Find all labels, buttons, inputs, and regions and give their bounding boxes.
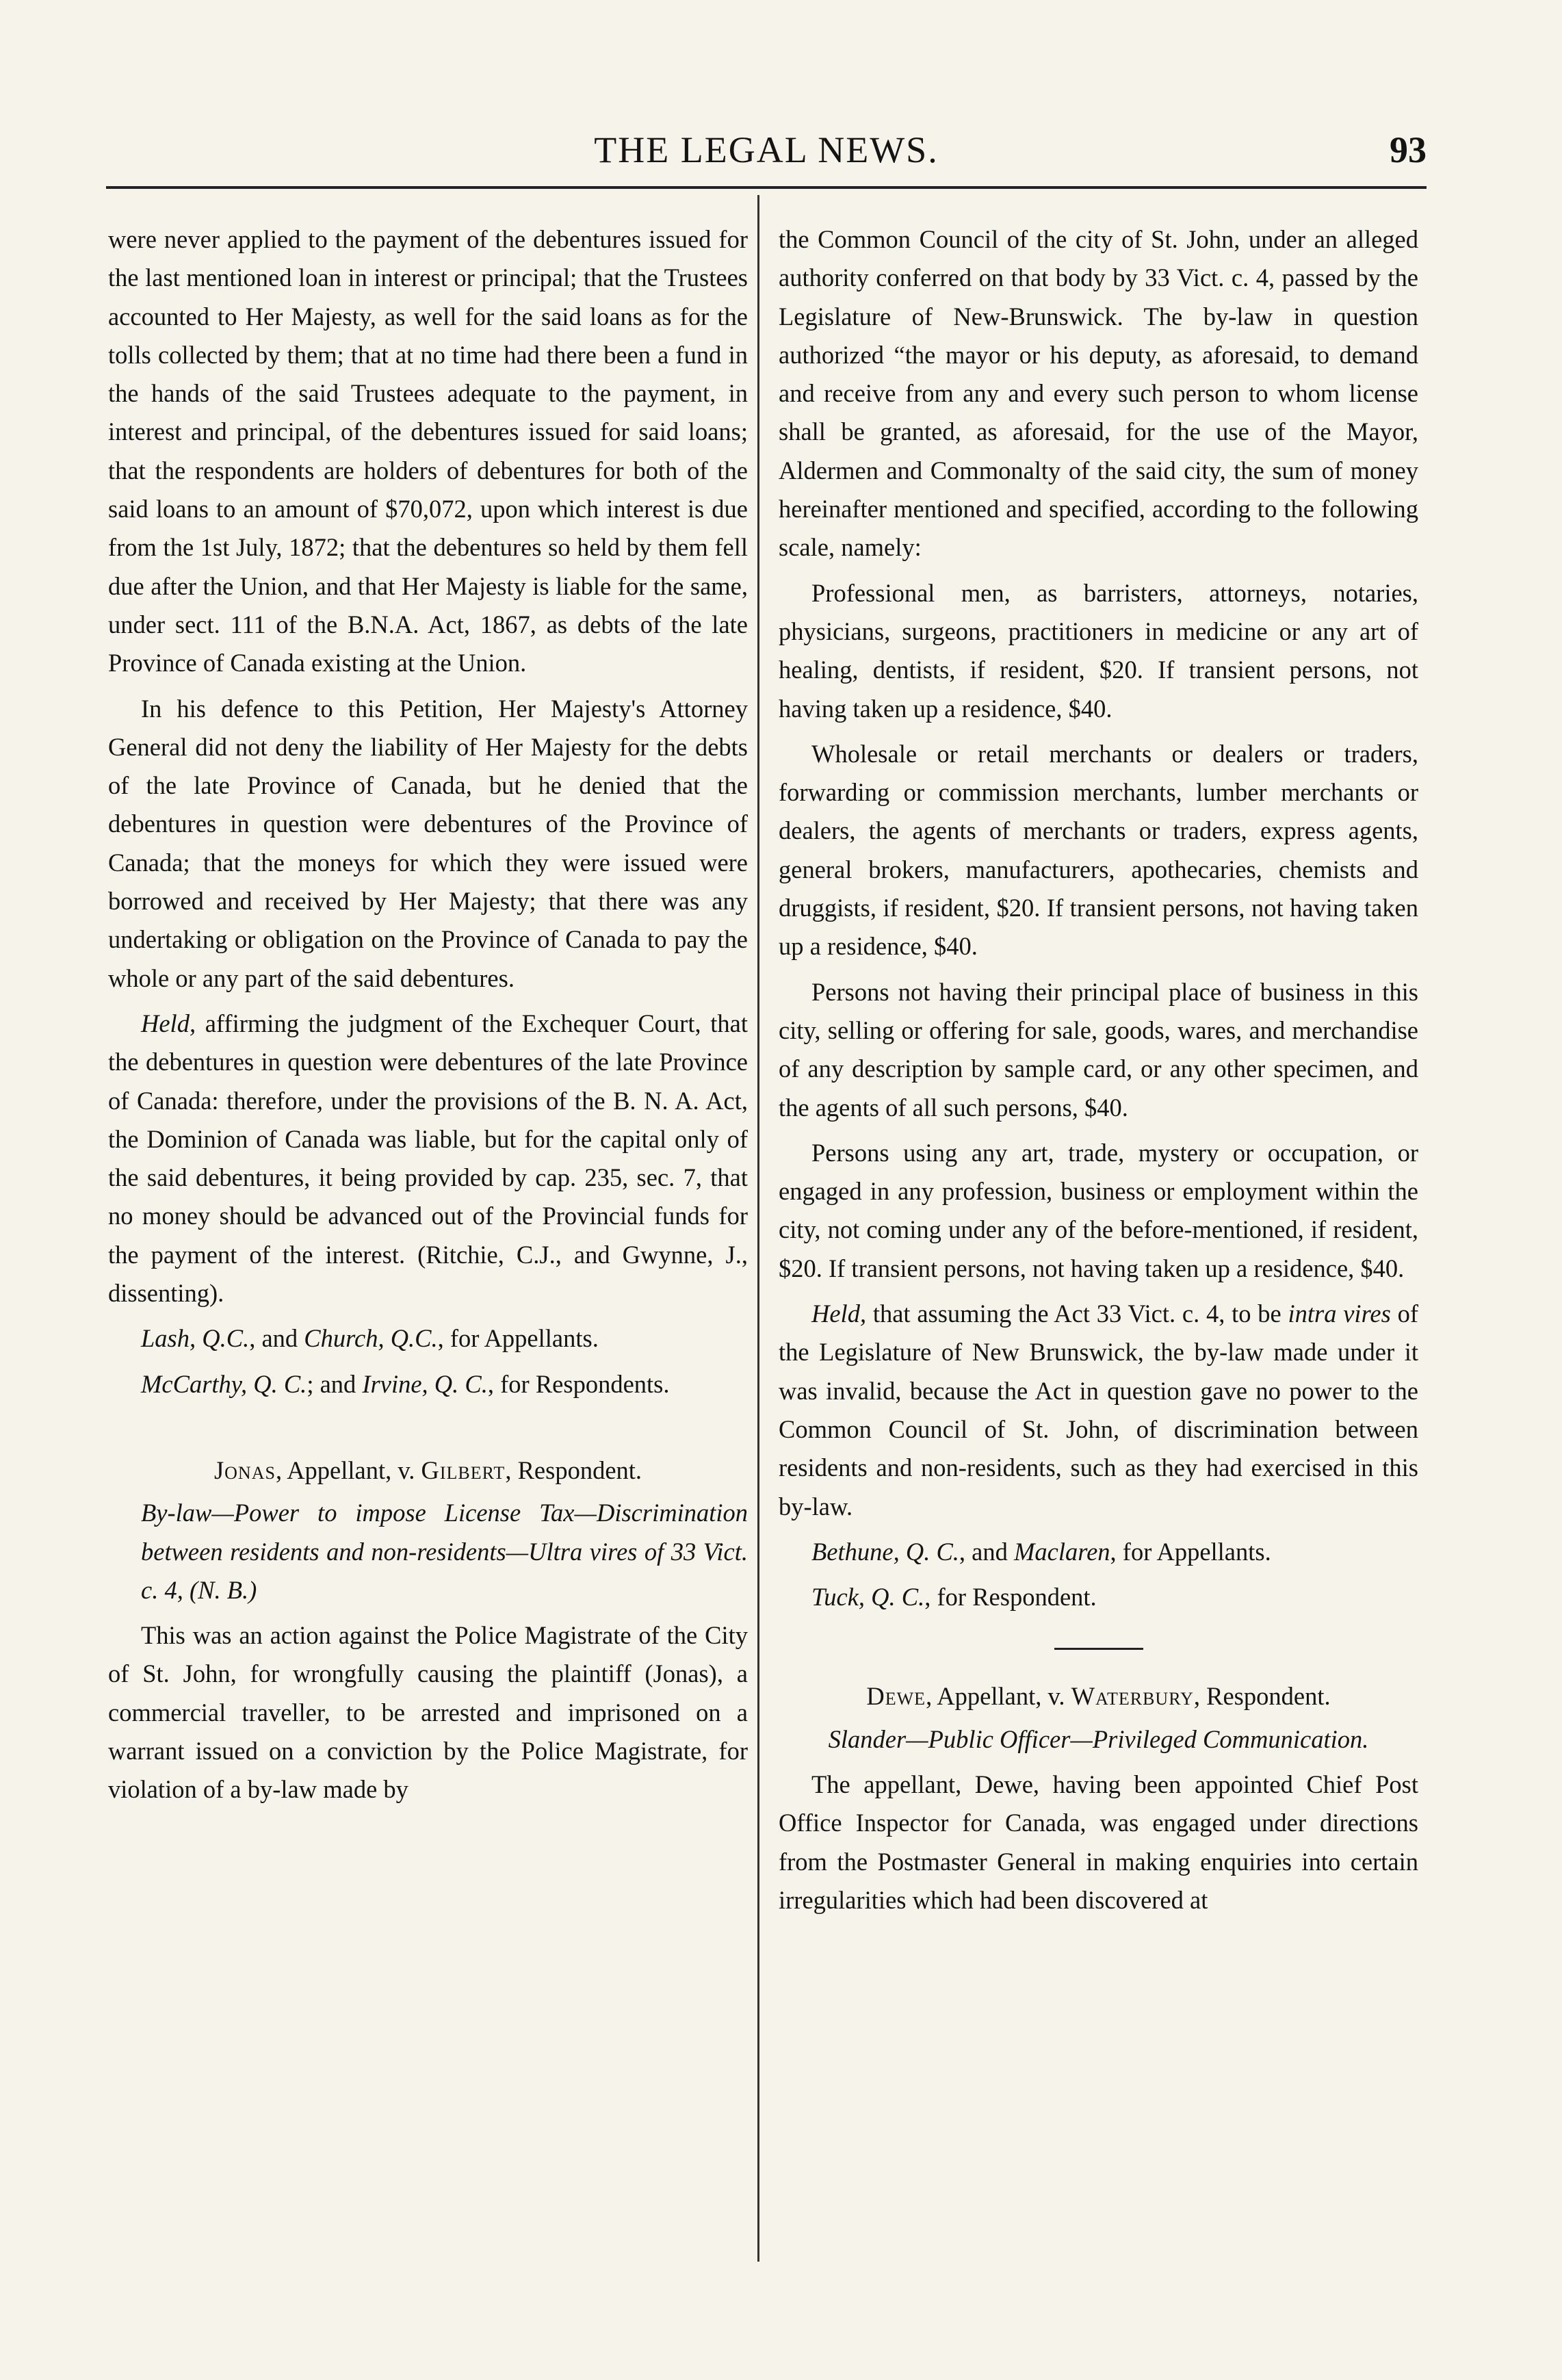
- respondent-name: Waterbury: [1071, 1682, 1194, 1711]
- counsel-name: Bethune, Q. C.: [811, 1537, 959, 1566]
- held-label: Held,: [141, 1009, 196, 1037]
- case-title-text: , Appellant, v.: [926, 1682, 1071, 1711]
- appellant-name: Dewe: [866, 1682, 926, 1711]
- held-text: that assuming the Act 33 Vict. c. 4, to be: [866, 1299, 1288, 1328]
- counsel-sep: , and: [249, 1324, 304, 1353]
- paragraph: The appellant, Dewe, having been appointed Chief Post Office Inspector for Canada, was engaged under directions from the Postmaster General in making enquiries into certain irregularities which had been discovered at: [779, 1770, 1418, 1914]
- held-text-italic: intra vires: [1288, 1299, 1391, 1328]
- counsel-sep: ; and: [307, 1369, 363, 1398]
- paragraph: Wholesale or retail merchants or dealers or traders, forwarding or commission merchants, lumber merchants or dealers, the agents of merchants or traders, express agents, general brokers, manufacturers, apothecaries, chemists and druggists, if resident, $20. If transient persons, not having taken up a residence, $40.: [779, 739, 1418, 961]
- paragraph: were never applied to the payment of the debentures issued for the last mentioned loan in interest or principal; that the Trustees accounted to Her Majesty, as well for the said loans as for the tolls collected by them; that at no time had there been a fund in the hands of the said Trustees adequate to the payment, in interest and principal, of the debentures issued for said loans; that the respondents are holders of debentures for both of the said loans to an amount of $70,072, upon which interest is due from the 1st July, 1872; that the debentures so held by them fell due after the Union, and that Her Majesty is liable for the same, under sect. 111 of the B.N.A. Act, 1867, as debts of the late Province of Canada existing at the Union.: [108, 225, 748, 677]
- counsel-sep: , and: [959, 1537, 1014, 1566]
- case-title-text: , Respondent.: [505, 1456, 642, 1484]
- case-subject: By-law—Power to impose License Tax—Discrimination between residents and non-residents—Ultra vires of 33 Vict. c. 4, (N. B.): [141, 1499, 748, 1604]
- counsel-line: [108, 1365, 748, 1404]
- counsel-name: Lash, Q.C.: [141, 1324, 250, 1353]
- held-paragraph: [779, 1295, 1418, 1526]
- paragraph: Persons using any art, trade, mystery or occupation, or engaged in any profession, business or employment within the city, not coming under any of the before-mentioned, if resident, $20. If transient persons, not having taken up a residence, $40.: [779, 1138, 1418, 1282]
- paragraph: In his defence to this Petition, Her Majesty's Attorney General did not deny the liability of Her Majesty for the debts of the late Province of Canada, but he denied that the debentures in question were debentures of the Province of Canada; that the moneys for which they were issued were borrowed and received by Her Majesty; that there was any undertaking or obligation on the Province of Canada to pay the whole or any part of the said debentures.: [108, 694, 748, 992]
- case-subject: Slander—Public Officer—Privileged Communication.: [828, 1724, 1369, 1753]
- counsel-name: Church, Q.C.: [304, 1324, 438, 1353]
- counsel-line: [779, 1578, 1418, 1616]
- counsel-name: McCarthy, Q. C.: [141, 1369, 307, 1398]
- counsel-role: , for Appellants.: [437, 1324, 599, 1353]
- held-label: Held,: [811, 1299, 867, 1328]
- case-title-text: , Respondent.: [1193, 1682, 1331, 1711]
- respondent-name: Gilbert: [421, 1456, 506, 1484]
- counsel-role: , for Respondent.: [924, 1583, 1097, 1612]
- counsel-name: Tuck, Q. C.: [811, 1583, 925, 1612]
- right-column: [779, 220, 1418, 1926]
- case-title-text: , Appellant, v.: [275, 1456, 421, 1484]
- counsel-role: , for Appellants.: [1110, 1537, 1271, 1566]
- paragraph: Professional men, as barristers, attorneys, notaries, physicians, surgeons, practitioners in medicine or any art of healing, dentists, if resident, $20. If transient persons, not having taken up a residence, $40.: [779, 578, 1418, 723]
- page-number: 93: [1390, 129, 1427, 170]
- column-divider: [757, 195, 759, 2262]
- counsel-role: , for Respondents.: [487, 1369, 670, 1398]
- paragraph: Persons not having their principal place of business in this city, selling or offering for sale, goods, wares, and merchandise of any description by sample card, or any other specimen, and the agents of all such persons, $40.: [779, 977, 1418, 1122]
- case-title: [779, 1677, 1418, 1716]
- held-paragraph: [108, 1005, 748, 1312]
- held-text: affirming the judgment of the Exchequer Court, that the debentures in question were debentures of the late Province of Canada: therefore, under the provisions of the B. N. A. Act, the Dominion of Canada was liable, but for the capital only of the said debentures, it being provided by cap. 235, sec. 7, that no money should be advanced out of the Provincial funds for the payment of the interest. (Ritchie, C.J., and Gwynne, J., dissenting).: [108, 1009, 748, 1308]
- counsel-name: Maclaren: [1014, 1537, 1110, 1566]
- paragraph: the Common Council of the city of St. John, under an alleged authority conferred on that body by 33 Vict. c. 4, passed by the Legislature of New-Brunswick. The by-law in question authorized “the mayor or his deputy, as aforesaid, to demand and receive from any and every such person to whom license shall be granted, as aforesaid, for the use of the Mayor, Aldermen and Commonalty of the said city, the sum of money hereinafter mentioned and specified, according to the following scale, namely:: [779, 225, 1418, 562]
- held-text: of the Legislature of New Brunswick, the by-law made under it was invalid, because the Act in question gave no power to the Common Council of St. John, of discrimination between residents and non-residents, such as they had exercised in this by-law.: [779, 1299, 1418, 1521]
- header-rule: [106, 186, 1427, 189]
- paragraph: This was an action against the Police Magistrate of the City of St. John, for wrongfully causing the plaintiff (Jonas), a commercial traveller, to be arrested and imprisoned on a warrant issued on a conviction by the Police Magistrate, for violation of a by-law made by: [108, 1621, 748, 1804]
- page-header: [106, 116, 1427, 178]
- counsel-name: Irvine, Q. C.: [362, 1369, 488, 1398]
- case-title: [108, 1451, 748, 1490]
- counsel-line: [779, 1533, 1418, 1571]
- appellant-name: Jonas: [213, 1456, 276, 1484]
- journal-title: THE LEGAL NEWS.: [594, 129, 939, 170]
- counsel-line: [108, 1319, 748, 1358]
- section-rule: [1054, 1648, 1143, 1650]
- left-column: [108, 220, 748, 1816]
